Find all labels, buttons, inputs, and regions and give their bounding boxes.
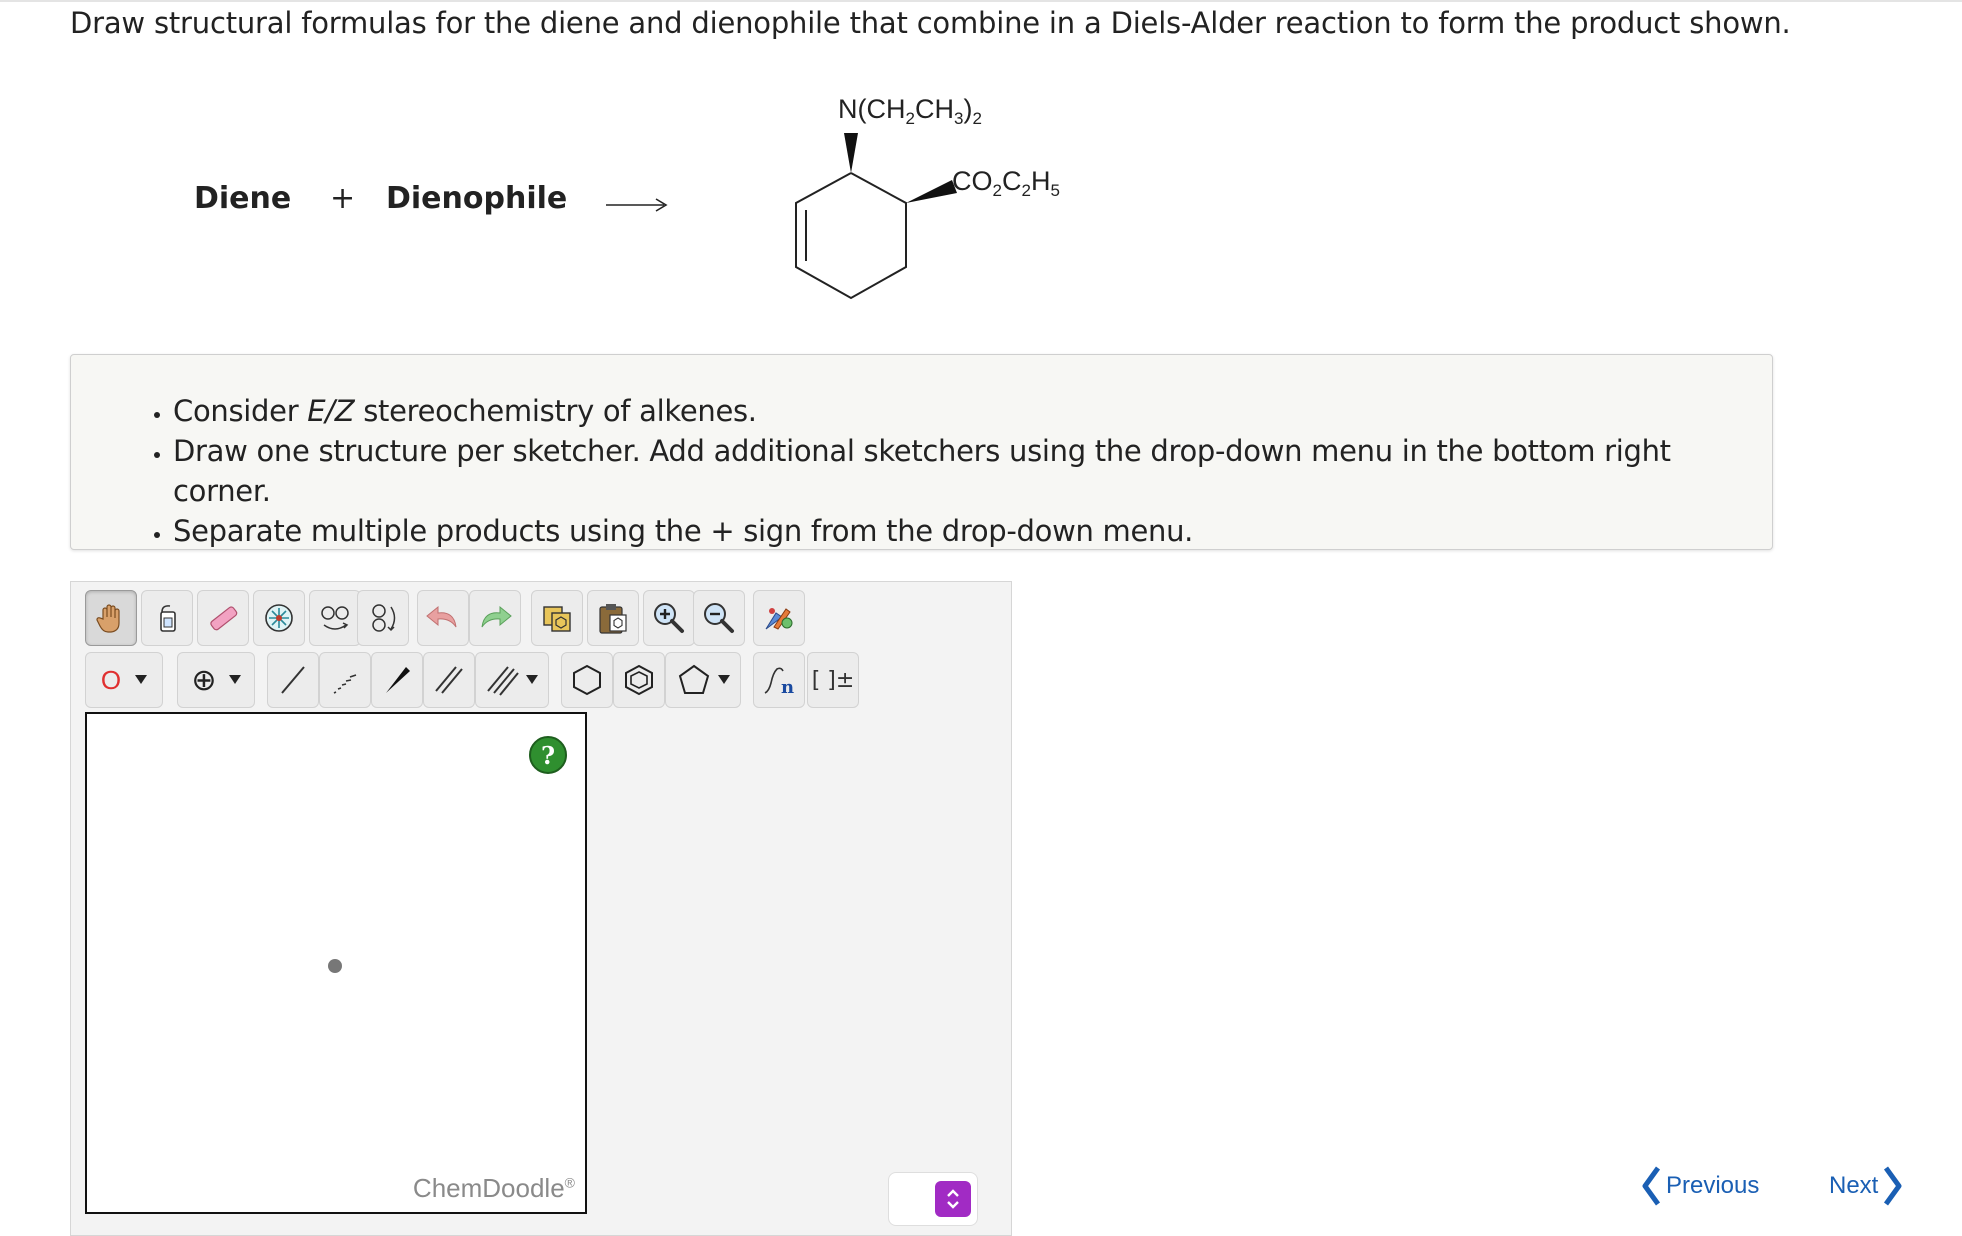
bracket-button[interactable] xyxy=(807,652,859,708)
copy-icon xyxy=(538,601,576,635)
ester-substituent: $CO_2C_2H_5$ xyxy=(952,166,1060,200)
plus-sign: + xyxy=(330,181,356,216)
sgroup-icon xyxy=(759,663,799,697)
hint-text: stereochemistry of alkenes. xyxy=(354,394,757,428)
wedge-bond-icon xyxy=(380,663,414,697)
single-bond-icon xyxy=(276,663,310,697)
clean-icon xyxy=(760,601,798,635)
atom-selector[interactable] xyxy=(85,652,163,708)
sgroup-label: n xyxy=(781,677,795,697)
hint-list xyxy=(71,391,1772,551)
eraser-button[interactable] xyxy=(197,590,249,646)
zoom-out-button[interactable] xyxy=(693,590,745,646)
flip-vertical-button[interactable] xyxy=(357,590,409,646)
reaction-arrow xyxy=(604,193,670,217)
next-label: Next xyxy=(1829,1172,1879,1199)
eraser-icon xyxy=(206,601,240,635)
flip-horizontal-button[interactable] xyxy=(309,590,361,646)
hashed-bond-icon xyxy=(328,663,362,697)
brand-text: ChemDoodle xyxy=(412,1173,565,1203)
paste-icon xyxy=(594,601,632,635)
product-structure xyxy=(760,80,1120,320)
question-text: Draw structural formulas for the diene and dienophile that combine in a Diels-Alder reaction to form the product shown. xyxy=(70,6,1791,40)
redo-icon xyxy=(476,601,514,635)
amine-substituent: $N(CH_2CH_3)_2$ xyxy=(838,94,982,128)
benzene-icon xyxy=(621,663,657,697)
flip-vertical-icon xyxy=(365,601,401,635)
undo-button[interactable] xyxy=(417,590,469,646)
hint-emphasis: E/Z xyxy=(307,394,355,428)
chemdoodle-logo xyxy=(413,1173,575,1204)
clear-icon xyxy=(150,601,184,635)
previous-label: Previous xyxy=(1666,1172,1760,1199)
center-icon xyxy=(262,601,296,635)
redo-button[interactable] xyxy=(469,590,521,646)
triple-bond-icon xyxy=(486,663,520,697)
double-bond-icon xyxy=(432,663,466,697)
charge-selector[interactable] xyxy=(177,652,255,708)
add-sketcher-dropdown[interactable] xyxy=(888,1172,978,1226)
hint-text: Consider xyxy=(173,394,308,428)
hint-box xyxy=(70,354,1773,550)
flip-horizontal-icon xyxy=(317,601,353,635)
dropdown-arrow-icon xyxy=(526,675,538,685)
double-bond-button[interactable] xyxy=(423,652,475,708)
benzene-button[interactable] xyxy=(613,652,665,708)
diene-label: Diene xyxy=(194,181,292,216)
clear-button[interactable] xyxy=(141,590,193,646)
hand-icon xyxy=(94,601,128,635)
hashed-bond-button[interactable] xyxy=(319,652,371,708)
charge-label: ⊕ xyxy=(191,662,217,698)
next-link[interactable] xyxy=(1829,1165,1904,1207)
sgroup-button[interactable] xyxy=(753,652,805,708)
top-rule xyxy=(0,0,1962,2)
cyclopentane-icon xyxy=(676,663,712,697)
ring-selector[interactable] xyxy=(665,652,741,708)
center-button[interactable] xyxy=(253,590,305,646)
cyclohexane-icon xyxy=(569,663,605,697)
cyclohexane-button[interactable] xyxy=(561,652,613,708)
clean-button[interactable] xyxy=(753,590,805,646)
zoom-in-button[interactable] xyxy=(643,590,695,646)
paste-button[interactable] xyxy=(587,590,639,646)
atom-label: O xyxy=(100,664,122,695)
help-button[interactable]: ? xyxy=(529,736,567,774)
chevron-left-icon xyxy=(1640,1165,1662,1207)
hint-item: • Draw one structure per sketcher. Add additional sketchers using the drop-down menu in the bottom right corner. xyxy=(173,431,1772,511)
zoom-in-icon xyxy=(651,601,687,635)
wedge-bond-button[interactable] xyxy=(371,652,423,708)
dropdown-arrow-icon xyxy=(718,675,730,685)
brand-mark: ® xyxy=(564,1174,575,1191)
single-bond-button[interactable] xyxy=(267,652,319,708)
copy-button[interactable] xyxy=(531,590,583,646)
dropdown-arrow-icon xyxy=(135,675,147,685)
hint-item xyxy=(173,391,1772,431)
previous-link[interactable] xyxy=(1640,1165,1759,1207)
undo-icon xyxy=(424,601,462,635)
chemdoodle-sketcher xyxy=(70,581,1012,1236)
bracket-label: [ ]± xyxy=(811,667,855,693)
triple-bond-selector[interactable] xyxy=(475,652,549,708)
dienophile-label: Dienophile xyxy=(386,181,568,216)
zoom-out-icon xyxy=(701,601,737,635)
atom-dot[interactable] xyxy=(328,959,342,973)
cyclohexene-ring xyxy=(760,80,1120,320)
dropdown-arrow-icon xyxy=(229,675,241,685)
chevron-updown-icon[interactable] xyxy=(935,1181,971,1217)
hand-tool-button[interactable] xyxy=(85,590,137,646)
chevron-right-icon xyxy=(1882,1165,1904,1207)
drawing-canvas[interactable] xyxy=(85,712,587,1214)
hint-item: • Separate multiple products using the + sign from the drop-down menu. xyxy=(173,511,1772,551)
